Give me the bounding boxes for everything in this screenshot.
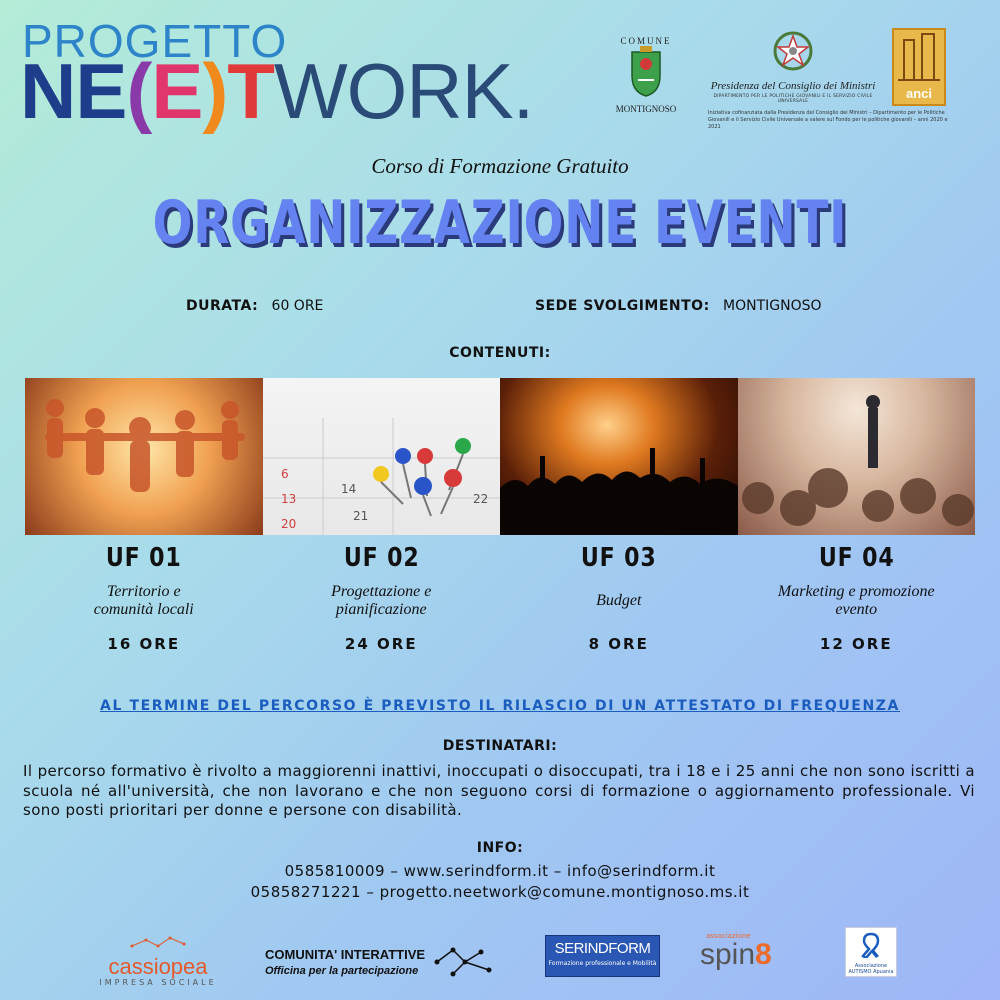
modules-row [25, 543, 975, 653]
module-hours: 16 ORE [107, 635, 181, 653]
spin8-logo [700, 932, 810, 970]
autismo-subtitle: Associazione AUTISMO Apuania [848, 963, 894, 975]
initiative-note: Iniziativa cofinanziata dalla Presidenza del Consiglio dei Ministri – Dipartimento per le Politiche Giovanili e il Servizio Civile Universale a valere sul Fondo per le politiche giovanili – anni 2020 e 2021 [708, 110, 948, 130]
sede-value: MONTIGNOSO [723, 298, 822, 314]
destinatari-label: DESTINATARI: [442, 738, 558, 754]
logo-part-close-paren: ) [202, 47, 228, 135]
calendar-number: 21 [352, 509, 368, 523]
anci-tower-icon [894, 30, 944, 86]
module-code: UF 03 [580, 543, 657, 573]
calendar-pins-image [263, 378, 501, 535]
logo-part-t: T [227, 47, 275, 135]
sede-info [535, 298, 822, 314]
serindform-logo [545, 935, 660, 977]
spin-name [700, 940, 810, 970]
calendar-number: 14 [340, 482, 356, 496]
attestato-notice: AL TERMINE DEL PERCORSO È PREVISTO IL RILASCIO DI UN ATTESTATO DI FREQUENZA [100, 698, 900, 714]
spin-prefix: associazione [706, 932, 751, 940]
concert-crowd-icon [500, 378, 738, 535]
sede-label: SEDE SVOLGIMENTO: [535, 298, 710, 314]
module-images-row [25, 378, 975, 535]
module-title-text: Territorio e comunità locali [93, 583, 194, 618]
cassiopea-subtitle: IMPRESA SOCIALE [99, 978, 217, 987]
logo-part-ne: NE [20, 47, 127, 135]
durata-label: DURATA: [186, 298, 259, 314]
cassiopea-name: cassiopea [108, 954, 208, 979]
calendar-number: 13 [280, 492, 296, 506]
module-code: UF 01 [105, 543, 182, 573]
module-title [25, 579, 263, 623]
logo-part-work: WORK. [274, 47, 534, 135]
course-subtitle: Corso di Formazione Gratuito [371, 154, 629, 178]
comune-top-label: COMUNE [620, 36, 672, 46]
durata-info [186, 298, 323, 314]
course-title: ORGANIZZAZIONE EVENTI [152, 188, 848, 258]
module-title-text: Progettazione e pianificazione [331, 583, 432, 618]
comune-crest-icon [626, 46, 666, 98]
anci-logo [892, 28, 946, 106]
logo-part-e: E [151, 47, 203, 135]
presidenza-logo [708, 30, 878, 104]
concert-crowd-image [500, 378, 738, 535]
contenuti-label: CONTENUTI: [449, 345, 551, 361]
comune-name-label: MONTIGNOSO [615, 104, 677, 114]
calendar-pins-icon [263, 378, 501, 535]
module-title [263, 579, 501, 623]
serindform-name: SERINDFORM [554, 940, 651, 957]
module-title-text: Budget [596, 592, 642, 610]
module-hours: 24 ORE [344, 635, 418, 653]
cassiopea-logo [88, 935, 228, 987]
contact-line-2[interactable]: 05858271221 – progetto.neetwork@comune.montignoso.ms.it [250, 883, 750, 901]
comunita-subtitle: Officina per la partecipazione [265, 965, 419, 977]
logo-part-open-paren: ( [126, 47, 152, 135]
ribbon-icon [860, 932, 882, 958]
serindform-subtitle: Formazione professionale e Mobilità [548, 960, 657, 967]
constellation-icon [128, 936, 188, 950]
presidenza-subtitle: DIPARTIMENTO PER LE POLITICHE GIOVANILI E IL SERVIZIO CIVILE UNIVERSALE [713, 94, 873, 104]
autismo-apuania-logo [845, 927, 897, 977]
comunita-interattive-logo [265, 944, 497, 980]
logo-progetto-text: PROGETTO [22, 15, 288, 67]
presidenza-title: Presidenza del Consiglio dei Ministri [710, 80, 876, 92]
paper-people-icon [25, 378, 263, 535]
module-title-text: Marketing e promozione evento [777, 583, 935, 618]
network-arrows-icon [433, 944, 497, 980]
contact-line-1[interactable]: 0585810009 – www.serindform.it – info@serindform.it [284, 862, 716, 880]
module-uf04 [738, 543, 976, 653]
durata-value: 60 ORE [271, 298, 324, 314]
anci-label: anci [905, 86, 932, 101]
module-title [500, 579, 738, 623]
module-hours: 12 ORE [819, 635, 893, 653]
calendar-number: 22 [472, 492, 488, 506]
comune-montignoso-logo [608, 36, 684, 126]
destinatari-text: Il percorso formativo è rivolto a maggiorenni inattivi, inoccupati o disoccupati, tra i 18 e i 25 anni che non sono iscritti a scuola né all'università, che non lavorano e che non seguono corsi di formazione o aggiornamento professionale. Vi sono posti prioritari per donne e persone con disabilità. [23, 762, 975, 819]
calendar-number: 20 [280, 517, 296, 531]
module-uf03 [500, 543, 738, 653]
audience-image [738, 378, 976, 535]
logo-neetwork [20, 47, 534, 135]
module-hours: 8 ORE [588, 635, 649, 653]
module-uf01 [25, 543, 263, 653]
spin-name-text: spin [700, 938, 756, 971]
module-uf02 [263, 543, 501, 653]
italian-emblem-icon [772, 30, 814, 72]
info-label: INFO: [476, 840, 524, 856]
comunita-name: COMUNITA' INTERATTIVE [265, 947, 426, 962]
module-code: UF 04 [818, 543, 895, 573]
module-code: UF 02 [343, 543, 420, 573]
audience-icon [738, 378, 976, 535]
spin-suffix: 8 [755, 938, 772, 971]
calendar-number: 6 [280, 467, 289, 481]
paper-chain-people-image [25, 378, 263, 535]
module-title [738, 579, 976, 623]
